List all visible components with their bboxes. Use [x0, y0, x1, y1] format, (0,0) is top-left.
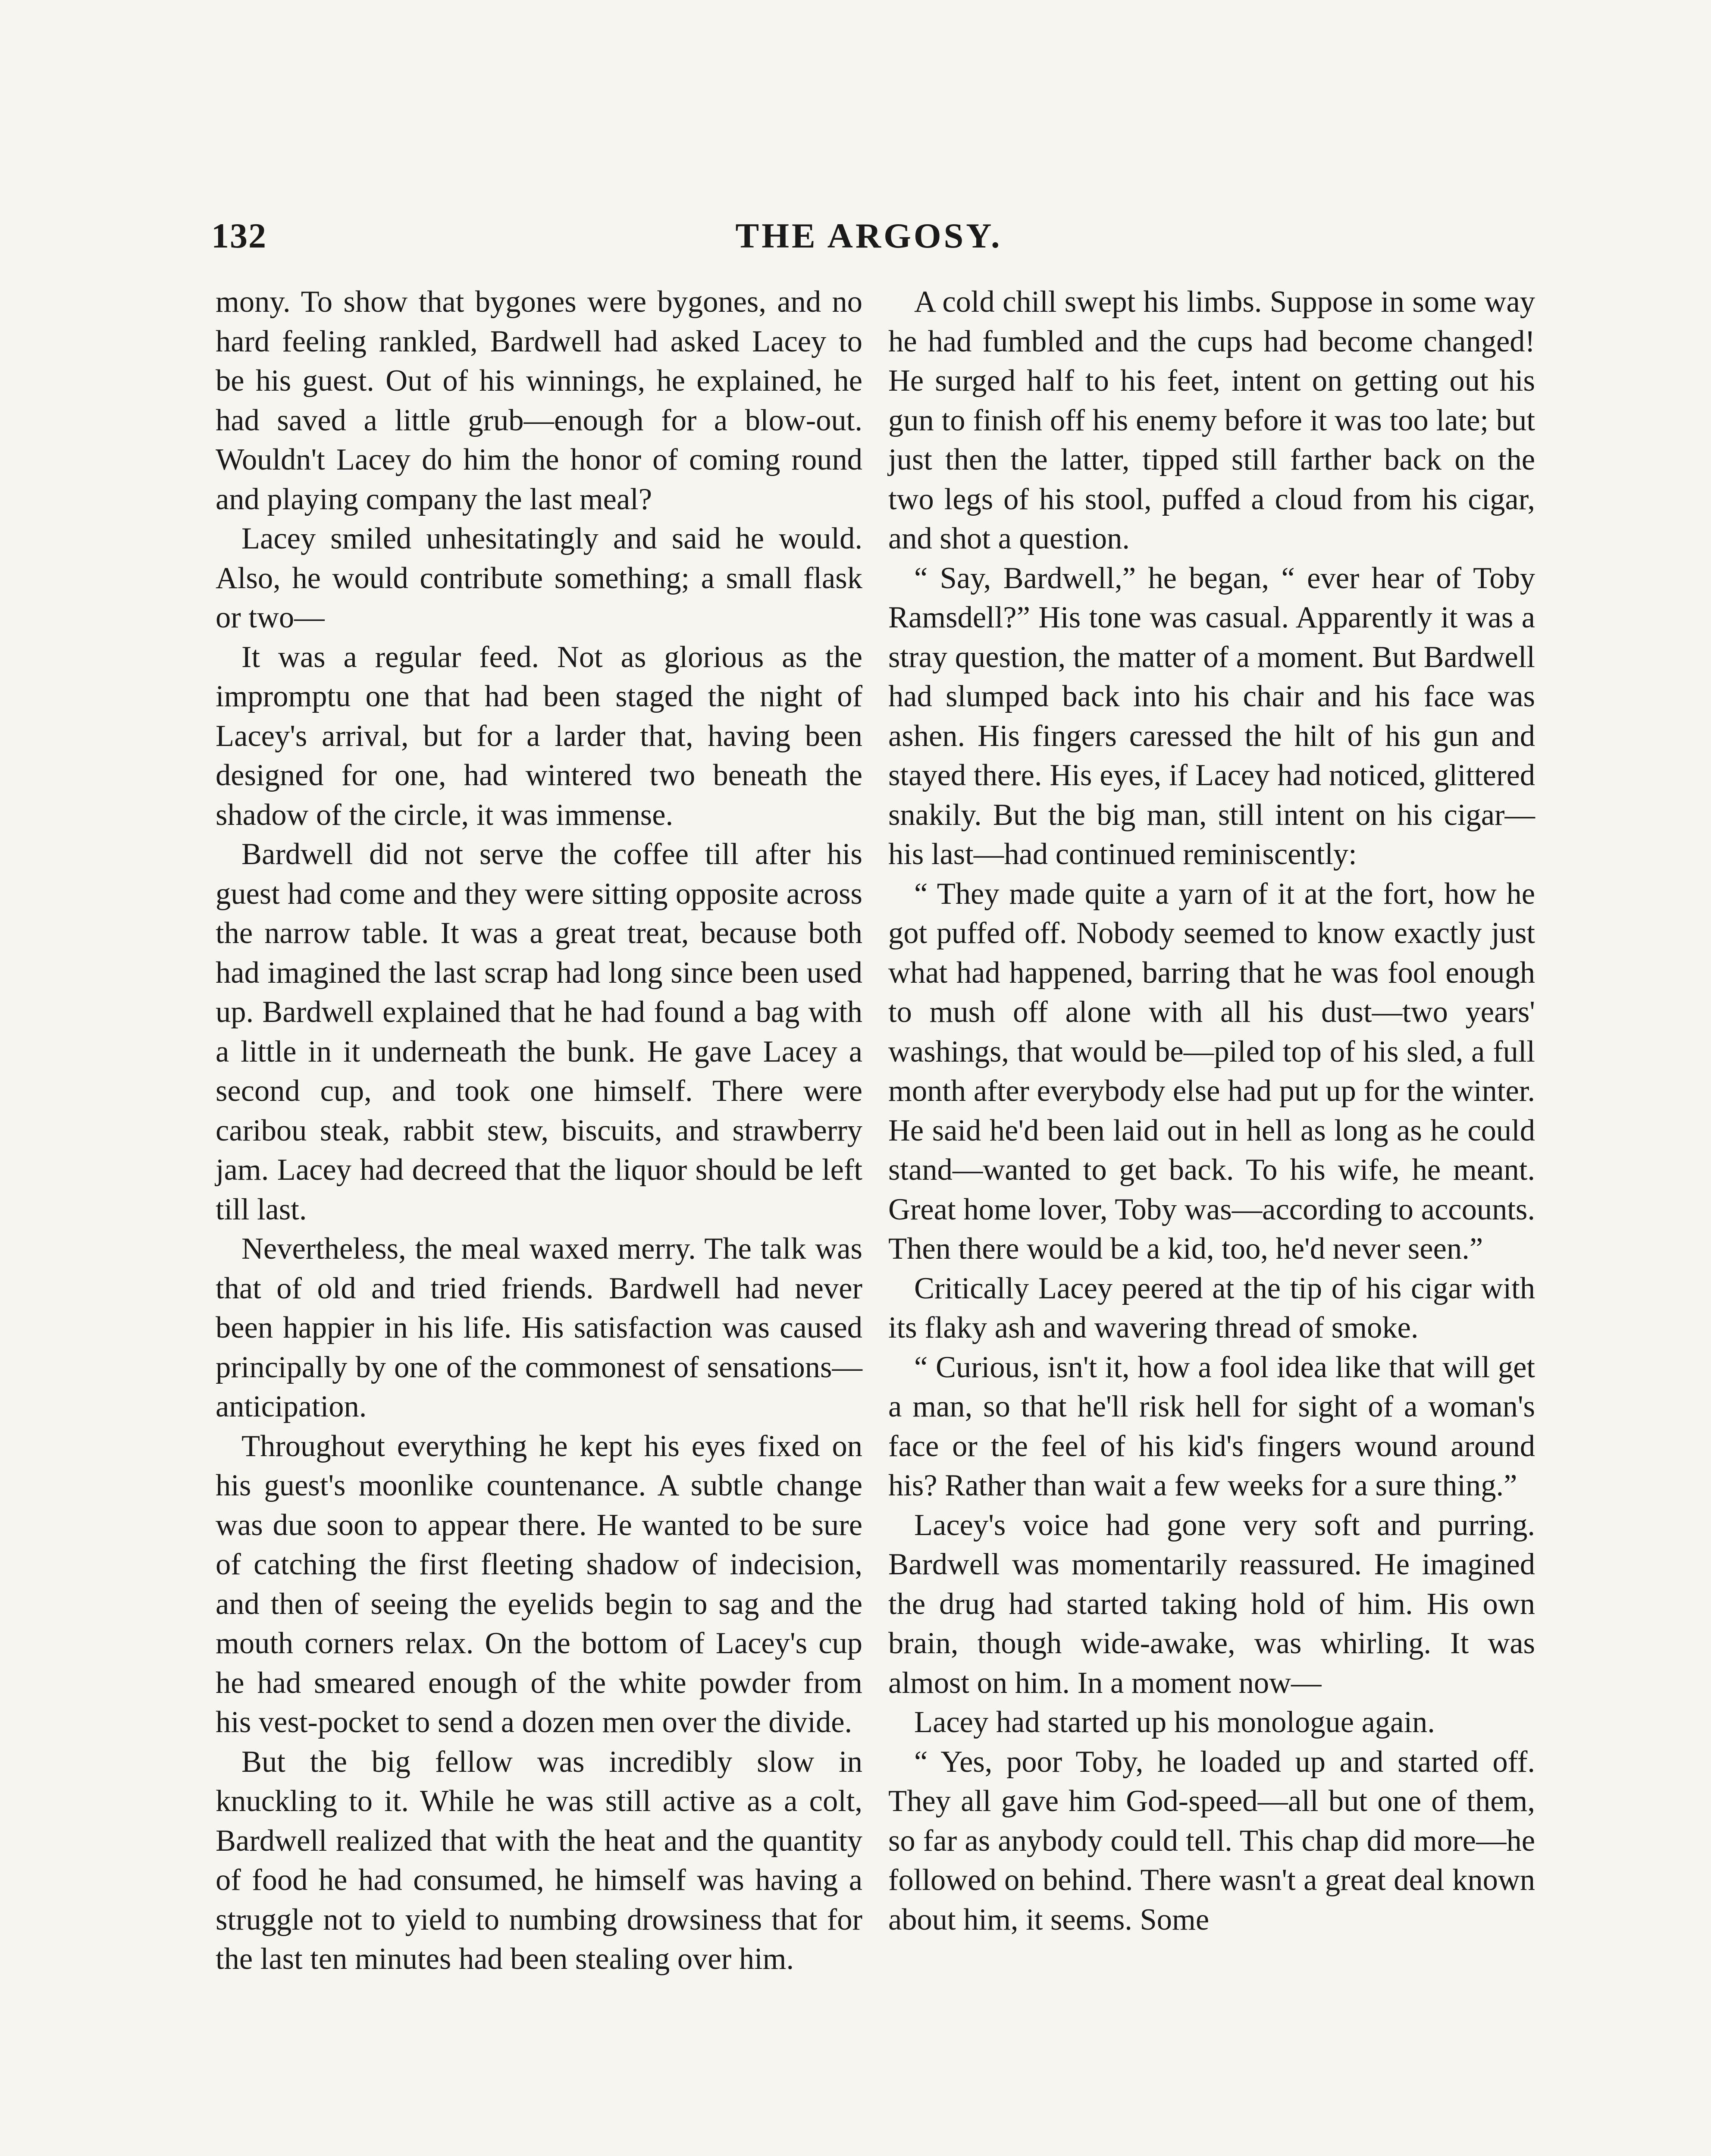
- paragraph: But the big fellow was incredibly slow in knuckling to it. While he was still active as a colt, Bardwell realized that with the heat and the quantity of food he had consumed, he himself was having a struggle not to yield to numbing drowsiness that for the last ten minutes had been stealing over him.: [216, 1745, 862, 1976]
- paragraph: Critically Lacey peered at the tip of his cigar with its flaky ash and wavering thread of smoke.: [888, 1271, 1535, 1344]
- page-header: [211, 216, 1526, 267]
- paragraph: Lacey had started up his monologue again.: [914, 1705, 1435, 1739]
- paragraph: Lacey's voice had gone very soft and purring. Bardwell was momentarily reassured. He imagined the drug had started taking hold of him. His own brain, though wide-awake, was whirling. It was almost on him. In a moment now—: [888, 1508, 1535, 1700]
- paragraph: Lacey smiled unhesitatingly and said he would. Also, he would contribute something; a small flask or two—: [216, 522, 862, 634]
- paragraph: “ They made quite a yarn of it at the fort, how he got puffed off. Nobody seemed to know exactly just what had happened, barring that he was fool enough to mush off alone with all his dust—two years' washings, that would be—piled top of his sled, a full month after everybody else had put up for the winter. He said he'd been laid out in hell as long as he could stand—wanted to get back. To his wife, he meant. Great home lover, Toby was—according to accounts. Then there would be a kid, too, he'd never seen.”: [888, 877, 1535, 1266]
- paragraph: “ Say, Bardwell,” he began, “ ever hear of Toby Ramsdell?” His tone was casual. Apparently it was a stray question, the matter of a moment. But Bardwell had slumped back into his chair and his face was ashen. His fingers caressed the hilt of his gun and stayed there. His eyes, if Lacey had noticed, glittered snakily. But the big man, still intent on his cigar—his last—had continued reminiscently:: [888, 561, 1535, 871]
- paragraph: Nevertheless, the meal waxed merry. The talk was that of old and tried friends. Bardwell had never been happier in his life. His satisfaction was caused principally by one of the commonest of sensations—anticipation.: [216, 1232, 862, 1423]
- left-column: [216, 282, 862, 1979]
- paragraph: “ Yes, poor Toby, he loaded up and started off. They all gave him God-speed—all but one of them, so far as anybody could tell. This chap did more—he followed on behind. There wasn't a great deal known about him, it seems. Some: [888, 1745, 1535, 1937]
- paragraph: It was a regular feed. Not as glorious as the impromptu one that had been staged the night of Lacey's arrival, but for a larder that, having been designed for one, had wintered two beneath the shadow of the circle, it was immense.: [216, 640, 862, 832]
- page-number: 132: [211, 216, 267, 255]
- paragraph: Throughout everything he kept his eyes fixed on his guest's moonlike countenance. A subtle change was due soon to appear there. He wanted to be sure of catching the first fleeting shadow of indecision, and then of seeing the eyelids begin to sag and the mouth corners relax. On the bottom of Lacey's cup he had smeared enough of the white powder from his vest-pocket to send a dozen men over the divide.: [216, 1429, 862, 1739]
- paragraph: mony. To show that bygones were bygones, and no hard feeling rankled, Bardwell had asked Lacey to be his guest. Out of his winnings, he explained, he had saved a little grub—enough for a blow-out. Wouldn't Lacey do him the honor of coming round and playing company the last meal?: [216, 285, 862, 516]
- running-head: THE ARGOSY.: [735, 216, 1003, 255]
- paragraph: “ Curious, isn't it, how a fool idea like that will get a man, so that he'll risk hell for sight of a woman's face or the feel of his kid's fingers wound around his? Rather than wait a few weeks for a sure thing.”: [888, 1350, 1535, 1502]
- paragraph: Bardwell did not serve the coffee till after his guest had come and they were sitting opposite across the narrow table. It was a great treat, because both had imagined the last scrap had long since been used up. Bardwell explained that he had found a bag with a little in it underneath the bunk. He gave Lacey a second cup, and took one himself. There were caribou steak, rabbit stew, biscuits, and strawberry jam. Lacey had decreed that the liquor should be left till last.: [216, 837, 862, 1226]
- right-column: [888, 282, 1535, 1940]
- paragraph: A cold chill swept his limbs. Suppose in some way he had fumbled and the cups had become changed! He surged half to his feet, intent on getting out his gun to finish off his enemy before it was too late; but just then the latter, tipped still farther back on the two legs of his stool, puffed a cloud from his cigar, and shot a question.: [888, 285, 1535, 555]
